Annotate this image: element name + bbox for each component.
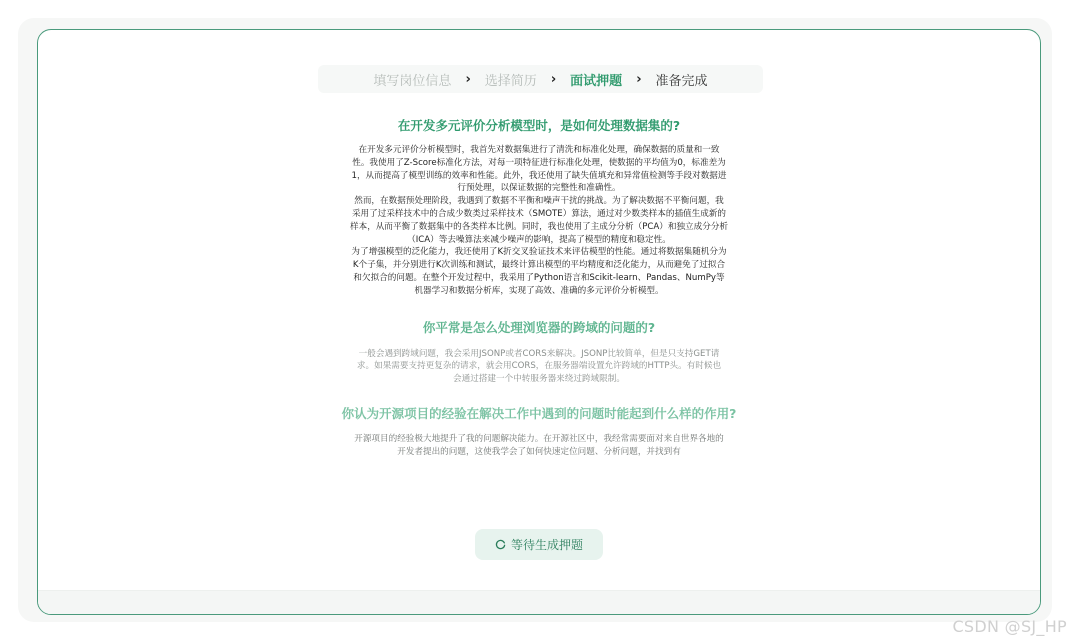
step-interview-questions[interactable]: 面试押题 [570,73,623,89]
chevron-right-icon: › [465,71,471,87]
chevron-right-icon: › [636,71,642,87]
wait-generate-label: 等待生成押题 [510,538,583,552]
step-select-resume[interactable]: 选择简历 [484,73,537,89]
answer-paragraph: 然而，在数据预处理阶段，我遇到了数据不平衡和噪声干扰的挑战。为了解决数据不平衡问题，我采用了过采样技术中的合成少数类过采样技术（SMOTE）算法，通过对少数类样本的插值生成新的样本，从而平衡了数据集中的各类样本比例。同时，我也使用了主成分分析（PCA）和独立成分分析（ICA）等去噪算法来减少噪声的影响，提高了模型的精度和稳定性。 [350,196,729,245]
watermark: CSDN @SJ_HP [952,617,1067,636]
step-ready[interactable]: 准备完成 [655,73,708,89]
answer-paragraph: 一般会遇到跨域问题，我会采用JSONP或者CORS来解决。JSONP比较简单，但是只支持GET请求。如果需要支持更复杂的请求，就会用CORS，在服务器端设置允许跨域的HTTP头。有时候也会通过搭建一个中转服务器来绕过跨域限制。 [356,348,722,385]
answer-paragraph: 在开发多元评价分析模型时，我首先对数据集进行了清洗和标准化处理，确保数据的质量和一致性。我使用了Z-Score标准化方法，对每一项特征进行标准化处理，使数据的平均值为0，标准差为1，从而提高了模型训练的效率和性能。此外，我还使用了缺失值填充和异常值检测等手段对数据进行预处理，以保证数据的完整性和准确性。 [351,145,727,194]
question-title: 你平常是怎么处理浏览器的跨域的问题的? [422,319,656,335]
question-title: 在开发多元评价分析模型时，是如何处理数据集的? [397,118,681,133]
question-title: 你认为开源项目的经验在解决工作中遇到的问题时能起到什么样的作用? [341,405,737,421]
loading-spinner-icon [495,539,506,550]
interview-card [37,29,1041,615]
answer-text [350,144,728,298]
chevron-right-icon: › [550,71,557,87]
answer-text [354,433,724,459]
step-fill-job-info[interactable]: 填写岗位信息 [373,73,452,89]
answer-text [355,348,723,386]
answer-paragraph: 开源项目的经验极大地提升了我的问题解决能力。在开源社区中，我经常需要面对来自世界各地的开发者提出的问题，这使我学会了如何快速定位问题、分析问题，并找到有 [354,433,724,457]
wait-generate-button[interactable] [475,529,603,560]
progress-steps [318,65,763,93]
card-footer [38,590,1040,614]
answer-paragraph: 为了增强模型的泛化能力，我还使用了K折交叉验证技术来评估模型的性能。通过将数据集随机分为K个子集，并分别进行K次训练和测试，最终计算出模型的平均精度和泛化能力，从而避免了过拟合和欠拟合的问题。在整个开发过程中，我采用了Python语言和Scikit-learn、Pandas、NumPy等机器学习和数据分析库，实现了高效、准确的多元评价分析模型。 [351,247,727,296]
questions-list [38,115,1040,459]
